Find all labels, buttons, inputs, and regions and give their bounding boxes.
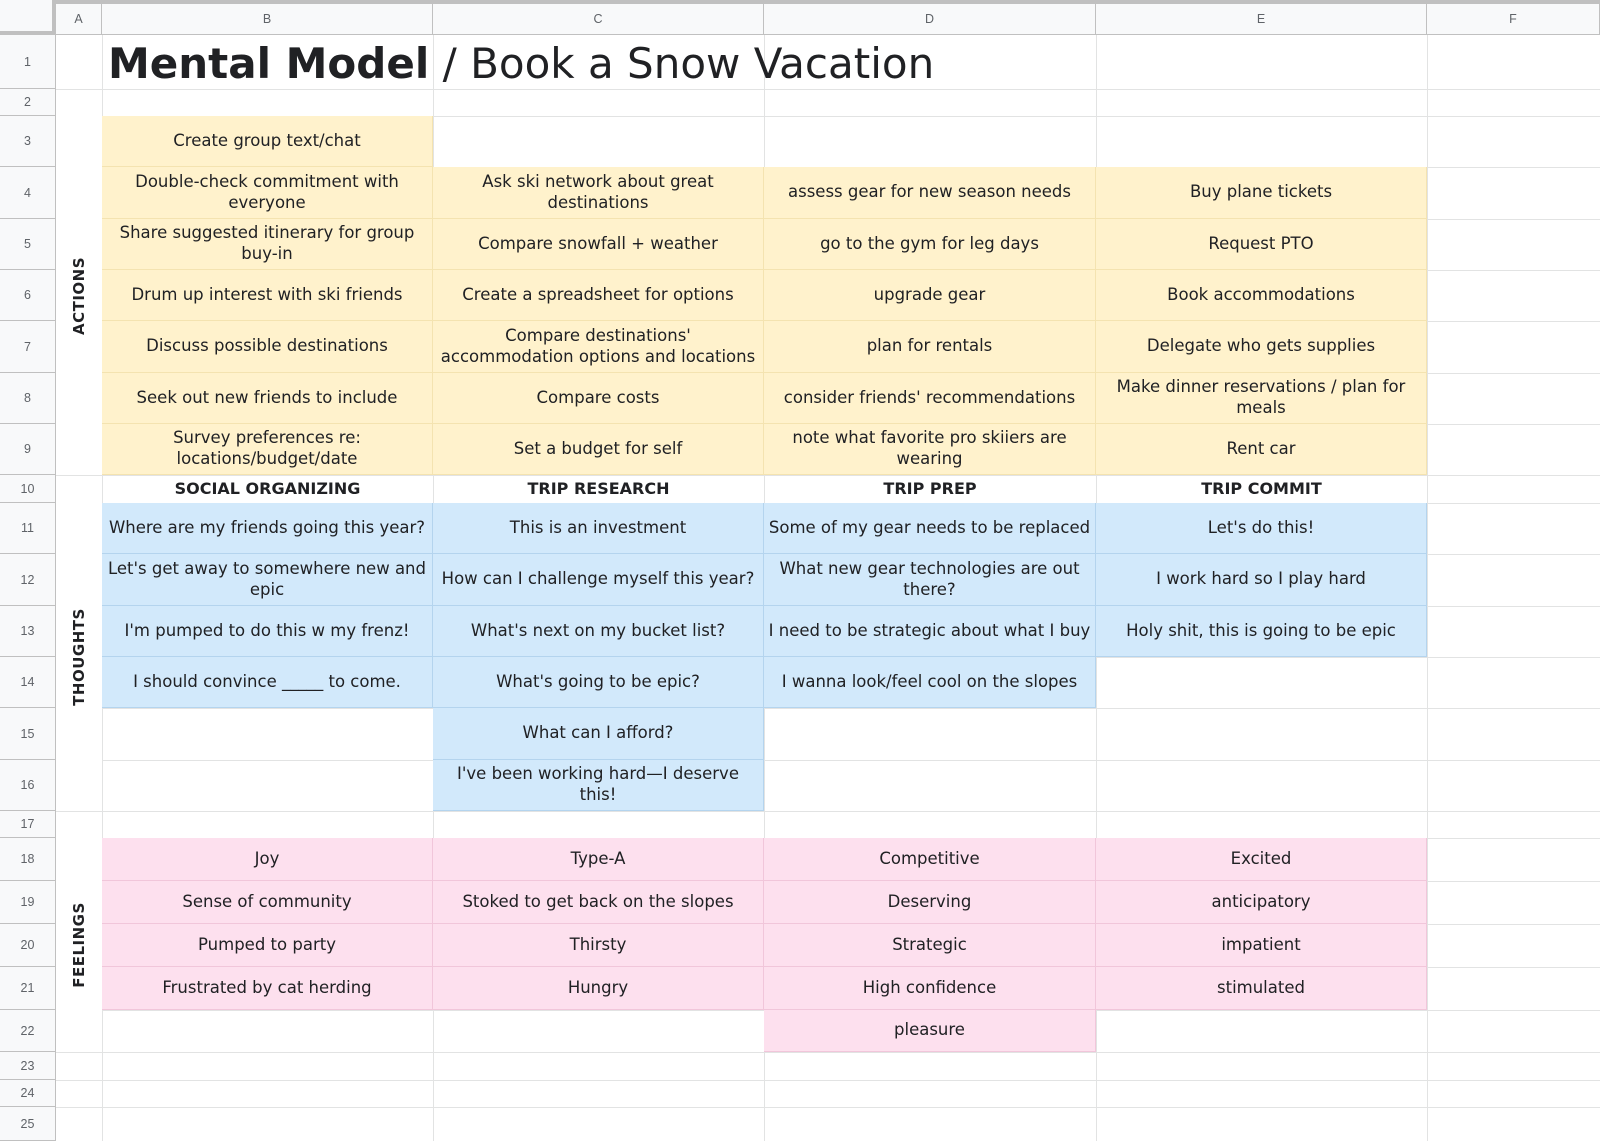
thought-cell[interactable]: [1096, 708, 1427, 760]
gridline-vertical: [1427, 35, 1428, 1141]
section-label-feelings-text: FEELINGS: [70, 902, 88, 988]
thought-cell[interactable]: This is an investment: [433, 503, 764, 554]
feeling-cell[interactable]: High confidence: [764, 967, 1096, 1010]
row-header-10[interactable]: 10: [0, 475, 56, 503]
thought-cell[interactable]: [102, 760, 433, 811]
thought-cell[interactable]: [1096, 760, 1427, 811]
thought-cell[interactable]: [764, 760, 1096, 811]
action-cell[interactable]: Survey preferences re: locations/budget/date: [102, 424, 433, 475]
feeling-cell[interactable]: Deserving: [764, 881, 1096, 924]
feeling-cell[interactable]: [1096, 1010, 1427, 1052]
action-cell[interactable]: Discuss possible destinations: [102, 321, 433, 373]
action-cell[interactable]: Buy plane tickets: [1096, 167, 1427, 219]
thought-cell[interactable]: I work hard so I play hard: [1096, 554, 1427, 606]
section-label-actions-text: ACTIONS: [70, 256, 89, 335]
column-header-b[interactable]: B: [102, 0, 433, 35]
row-header-21[interactable]: 21: [0, 967, 56, 1010]
action-cell[interactable]: [433, 116, 764, 167]
thought-cell[interactable]: Let's do this!: [1096, 503, 1427, 554]
row-header-6[interactable]: 6: [0, 270, 56, 321]
action-cell[interactable]: Double-check commitment with everyone: [102, 167, 433, 219]
thought-cell[interactable]: [1096, 657, 1427, 708]
feeling-cell[interactable]: stimulated: [1096, 967, 1427, 1010]
action-cell[interactable]: Ask ski network about great destinations: [433, 167, 764, 219]
feeling-cell[interactable]: Competitive: [764, 838, 1096, 881]
feeling-cell[interactable]: Stoked to get back on the slopes: [433, 881, 764, 924]
row-header-7[interactable]: 7: [0, 321, 56, 373]
thought-cell[interactable]: I've been working hard—I deserve this!: [433, 760, 764, 811]
thought-cell[interactable]: I wanna look/feel cool on the slopes: [764, 657, 1096, 708]
feeling-cell[interactable]: anticipatory: [1096, 881, 1427, 924]
row-header-25[interactable]: 25: [0, 1107, 56, 1141]
row-header-23[interactable]: 23: [0, 1052, 56, 1080]
stage-label[interactable]: TRIP COMMIT: [1201, 479, 1322, 498]
feeling-cell[interactable]: Joy: [102, 838, 433, 881]
action-cell[interactable]: [1096, 116, 1427, 167]
thought-cell[interactable]: Where are my friends going this year?: [102, 503, 433, 554]
row-header-19[interactable]: 19: [0, 881, 56, 924]
feeling-cell[interactable]: [102, 1010, 433, 1052]
action-cell[interactable]: upgrade gear: [764, 270, 1096, 321]
action-cell[interactable]: Drum up interest with ski friends: [102, 270, 433, 321]
gridline-horizontal: [56, 811, 1600, 812]
feeling-cell[interactable]: Excited: [1096, 838, 1427, 881]
feeling-cell[interactable]: Pumped to party: [102, 924, 433, 967]
thought-cell[interactable]: I'm pumped to do this w my frenz!: [102, 606, 433, 657]
column-header-f[interactable]: F: [1427, 0, 1600, 35]
row-header-18[interactable]: 18: [0, 838, 56, 881]
feeling-cell[interactable]: [433, 1010, 764, 1052]
thought-cell[interactable]: What's going to be epic?: [433, 657, 764, 708]
action-cell[interactable]: Compare destinations' accommodation options and locations: [433, 321, 764, 373]
feeling-cell[interactable]: Frustrated by cat herding: [102, 967, 433, 1010]
row-header-5[interactable]: 5: [0, 219, 56, 270]
row-header-15[interactable]: 15: [0, 708, 56, 760]
thought-cell[interactable]: I need to be strategic about what I buy: [764, 606, 1096, 657]
title-rest: / Book a Snow Vacation: [429, 38, 935, 88]
row-header-13[interactable]: 13: [0, 606, 56, 657]
feeling-cell[interactable]: Strategic: [764, 924, 1096, 967]
stage-label[interactable]: SOCIAL ORGANIZING: [174, 479, 361, 498]
stage-label[interactable]: TRIP PREP: [883, 479, 977, 498]
action-cell[interactable]: Seek out new friends to include: [102, 373, 433, 424]
feeling-cell[interactable]: pleasure: [764, 1010, 1096, 1052]
gridline-horizontal: [56, 1052, 1600, 1053]
row-header-3[interactable]: 3: [0, 116, 56, 167]
column-header-a[interactable]: A: [56, 0, 102, 35]
column-header-e[interactable]: E: [1096, 0, 1427, 35]
thought-cell[interactable]: Some of my gear needs to be replaced: [764, 503, 1096, 554]
title-bold: Mental Model: [108, 38, 430, 88]
action-cell[interactable]: go to the gym for leg days: [764, 219, 1096, 270]
action-cell[interactable]: Rent car: [1096, 424, 1427, 475]
action-cell[interactable]: Compare costs: [433, 373, 764, 424]
thought-cell[interactable]: Holy shit, this is going to be epic: [1096, 606, 1427, 657]
action-cell[interactable]: consider friends' recommendations: [764, 373, 1096, 424]
row-header-8[interactable]: 8: [0, 373, 56, 424]
row-header-14[interactable]: 14: [0, 657, 56, 708]
column-header-d[interactable]: D: [764, 0, 1096, 35]
row-header-16[interactable]: 16: [0, 760, 56, 811]
gridline-horizontal: [56, 1107, 1600, 1108]
action-cell[interactable]: Share suggested itinerary for group buy-in: [102, 219, 433, 270]
row-header-20[interactable]: 20: [0, 924, 56, 967]
stage-label[interactable]: TRIP RESEARCH: [527, 479, 670, 498]
row-header-11[interactable]: 11: [0, 503, 56, 554]
gridline-horizontal: [56, 89, 1600, 90]
row-header-12[interactable]: 12: [0, 554, 56, 606]
action-cell[interactable]: plan for rentals: [764, 321, 1096, 373]
thought-cell[interactable]: What can I afford?: [433, 708, 764, 760]
feeling-cell[interactable]: Thirsty: [433, 924, 764, 967]
action-cell[interactable]: Create a spreadsheet for options: [433, 270, 764, 321]
thought-cell[interactable]: What new gear technologies are out there?: [764, 554, 1096, 606]
thought-cell[interactable]: [102, 708, 433, 760]
thought-cell[interactable]: What's next on my bucket list?: [433, 606, 764, 657]
action-cell[interactable]: assess gear for new season needs: [764, 167, 1096, 219]
gridline-horizontal: [56, 1080, 1600, 1081]
action-cell[interactable]: Delegate who gets supplies: [1096, 321, 1427, 373]
thought-cell[interactable]: I should convince _____ to come.: [102, 657, 433, 708]
row-header-9[interactable]: 9: [0, 424, 56, 475]
select-all-corner[interactable]: [0, 0, 56, 35]
section-label-feelings[interactable]: [56, 838, 102, 1052]
action-cell[interactable]: Compare snowfall + weather: [433, 219, 764, 270]
action-cell[interactable]: Make dinner reservations / plan for meals: [1096, 373, 1427, 424]
feeling-cell[interactable]: impatient: [1096, 924, 1427, 967]
feeling-cell[interactable]: Sense of community: [102, 881, 433, 924]
row-header-1[interactable]: 1: [0, 35, 56, 89]
section-label-thoughts-text: THOUGHTS: [70, 608, 88, 706]
row-header-2[interactable]: 2: [0, 89, 56, 116]
row-header-17[interactable]: 17: [0, 811, 56, 838]
feeling-cell[interactable]: Type-A: [433, 838, 764, 881]
thought-cell[interactable]: [764, 708, 1096, 760]
action-cell[interactable]: Set a budget for self: [433, 424, 764, 475]
row-header-22[interactable]: 22: [0, 1010, 56, 1052]
thought-cell[interactable]: Let's get away to somewhere new and epic: [102, 554, 433, 606]
feeling-cell[interactable]: Hungry: [433, 967, 764, 1010]
section-label-actions[interactable]: [56, 116, 102, 475]
action-cell[interactable]: Book accommodations: [1096, 270, 1427, 321]
thought-cell[interactable]: How can I challenge myself this year?: [433, 554, 764, 606]
row-header-24[interactable]: 24: [0, 1080, 56, 1107]
action-cell[interactable]: [764, 116, 1096, 167]
column-header-c[interactable]: C: [433, 0, 764, 35]
action-cell[interactable]: Create group text/chat: [102, 116, 433, 167]
action-cell[interactable]: note what favorite pro skiiers are wearing: [764, 424, 1096, 475]
action-cell[interactable]: Request PTO: [1096, 219, 1427, 270]
section-label-thoughts[interactable]: [56, 503, 102, 811]
page-title: [108, 38, 934, 88]
row-header-4[interactable]: 4: [0, 167, 56, 219]
